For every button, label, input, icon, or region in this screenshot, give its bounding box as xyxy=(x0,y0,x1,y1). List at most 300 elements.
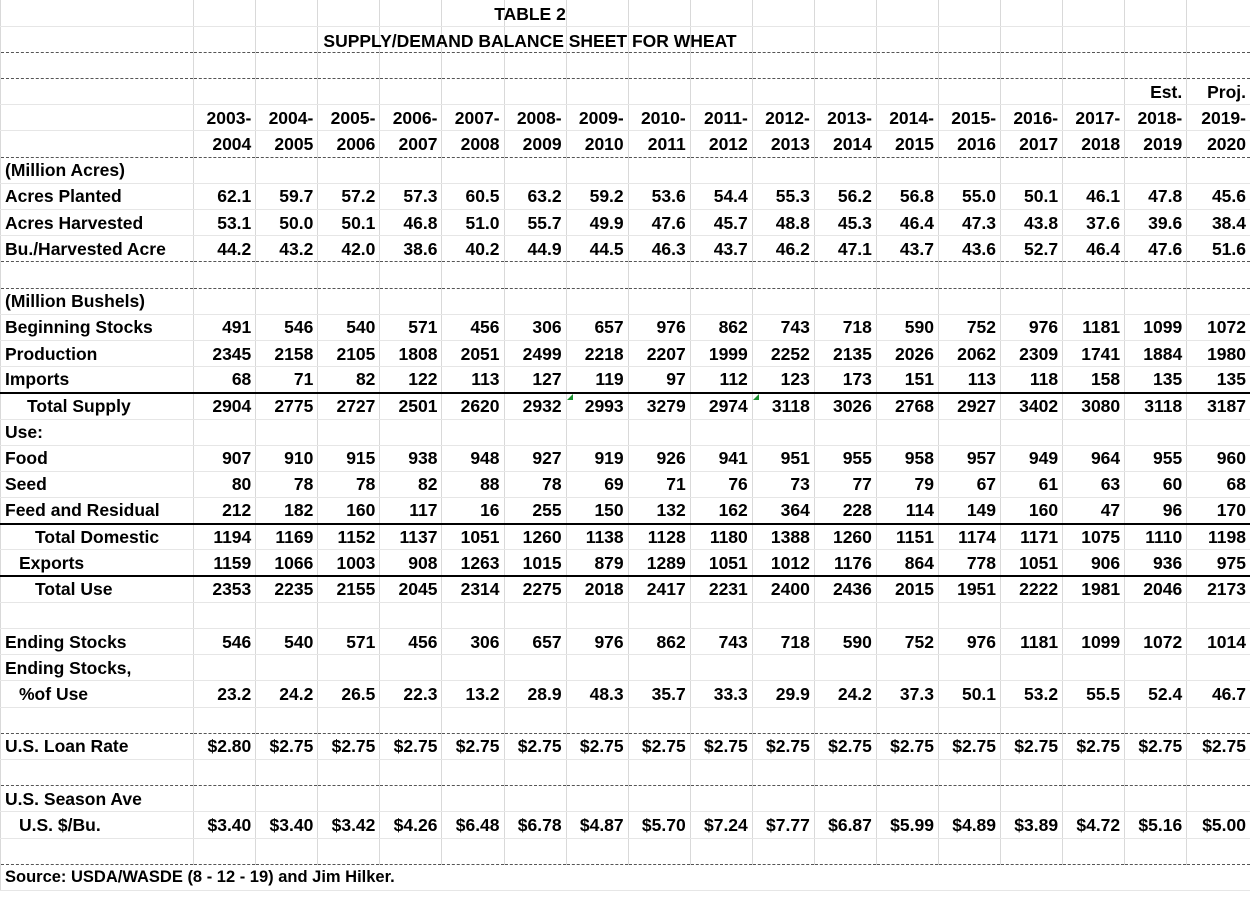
header-year-start-cell[interactable]: 2010- xyxy=(628,105,690,131)
value-cell[interactable]: 24.2 xyxy=(256,681,318,707)
value-cell[interactable]: 1003 xyxy=(318,550,380,576)
value-cell[interactable]: 1012 xyxy=(752,550,814,576)
value-cell[interactable]: 2727 xyxy=(318,393,380,419)
value-cell[interactable]: $2.75 xyxy=(1063,733,1125,759)
header-flag-cell[interactable] xyxy=(504,79,566,105)
value-cell[interactable]: $6.78 xyxy=(504,812,566,838)
empty-cell[interactable] xyxy=(194,655,256,681)
header-year-start-cell[interactable]: 2003- xyxy=(194,105,256,131)
empty-cell[interactable] xyxy=(194,288,256,314)
empty-cell[interactable] xyxy=(752,0,814,26)
empty-cell[interactable] xyxy=(814,52,876,78)
value-cell[interactable]: 1075 xyxy=(1063,524,1125,550)
value-cell[interactable]: 3279 xyxy=(628,393,690,419)
header-flag-cell[interactable] xyxy=(938,79,1000,105)
header-flag-cell[interactable] xyxy=(566,79,628,105)
empty-cell[interactable] xyxy=(938,26,1000,52)
empty-cell[interactable] xyxy=(256,262,318,288)
empty-cell[interactable] xyxy=(504,0,566,26)
value-cell[interactable]: 862 xyxy=(690,314,752,340)
header-flag-cell[interactable]: Proj. xyxy=(1187,79,1250,105)
empty-cell[interactable] xyxy=(1063,52,1125,78)
value-cell[interactable]: 2314 xyxy=(442,576,504,602)
empty-cell[interactable] xyxy=(566,419,628,445)
value-cell[interactable]: 571 xyxy=(318,629,380,655)
empty-cell[interactable] xyxy=(256,759,318,785)
value-cell[interactable]: 1128 xyxy=(628,524,690,550)
value-cell[interactable]: 864 xyxy=(876,550,938,576)
empty-cell[interactable] xyxy=(442,838,504,864)
empty-cell[interactable] xyxy=(690,707,752,733)
row-label-cell[interactable]: (Million Bushels) xyxy=(1,288,194,314)
empty-cell[interactable] xyxy=(1001,26,1063,52)
value-cell[interactable]: 1181 xyxy=(1063,314,1125,340)
header-flag-cell[interactable] xyxy=(442,79,504,105)
empty-cell[interactable] xyxy=(1,131,194,157)
value-cell[interactable]: 46.3 xyxy=(628,236,690,262)
value-cell[interactable]: 927 xyxy=(504,445,566,471)
empty-cell[interactable] xyxy=(690,419,752,445)
empty-cell[interactable] xyxy=(1187,0,1250,26)
empty-cell[interactable] xyxy=(442,0,504,26)
empty-cell[interactable] xyxy=(628,288,690,314)
value-cell[interactable]: 2345 xyxy=(194,340,256,366)
value-cell[interactable]: 364 xyxy=(752,498,814,524)
value-cell[interactable]: 38.4 xyxy=(1187,210,1250,236)
empty-cell[interactable] xyxy=(194,419,256,445)
value-cell[interactable]: 13.2 xyxy=(442,681,504,707)
value-cell[interactable]: 456 xyxy=(380,629,442,655)
value-cell[interactable]: $2.75 xyxy=(1187,733,1250,759)
value-cell[interactable]: 55.7 xyxy=(504,210,566,236)
value-cell[interactable]: 1171 xyxy=(1001,524,1063,550)
value-cell[interactable]: 56.8 xyxy=(876,183,938,209)
value-cell[interactable]: 546 xyxy=(256,314,318,340)
value-cell[interactable]: 170 xyxy=(1187,498,1250,524)
value-cell[interactable]: 1066 xyxy=(256,550,318,576)
value-cell[interactable]: 1194 xyxy=(194,524,256,550)
value-cell[interactable]: 2231 xyxy=(690,576,752,602)
value-cell[interactable]: 919 xyxy=(566,445,628,471)
value-cell[interactable]: 3402 xyxy=(1001,393,1063,419)
value-cell[interactable]: $2.80 xyxy=(194,733,256,759)
value-cell[interactable]: 78 xyxy=(504,471,566,497)
empty-cell[interactable] xyxy=(566,759,628,785)
value-cell[interactable]: 149 xyxy=(938,498,1000,524)
value-cell[interactable]: 50.1 xyxy=(938,681,1000,707)
row-label-cell[interactable]: Ending Stocks xyxy=(1,629,194,655)
value-cell[interactable]: 2158 xyxy=(256,340,318,366)
value-cell[interactable]: 908 xyxy=(380,550,442,576)
value-cell[interactable]: $2.75 xyxy=(1125,733,1187,759)
empty-cell[interactable] xyxy=(194,26,256,52)
empty-cell[interactable] xyxy=(938,786,1000,812)
empty-cell[interactable] xyxy=(876,52,938,78)
value-cell[interactable]: 162 xyxy=(690,498,752,524)
row-label-cell[interactable]: (Million Acres) xyxy=(1,157,194,183)
value-cell[interactable]: 112 xyxy=(690,367,752,393)
row-label-cell[interactable] xyxy=(1,759,194,785)
value-cell[interactable]: 43.7 xyxy=(876,236,938,262)
empty-cell[interactable] xyxy=(442,655,504,681)
row-label-cell[interactable] xyxy=(1,707,194,733)
value-cell[interactable]: 123 xyxy=(752,367,814,393)
value-cell[interactable]: 1884 xyxy=(1125,340,1187,366)
empty-cell[interactable] xyxy=(752,838,814,864)
empty-cell[interactable] xyxy=(380,786,442,812)
header-year-start-cell[interactable]: 2015- xyxy=(938,105,1000,131)
value-cell[interactable]: 1015 xyxy=(504,550,566,576)
value-cell[interactable]: 910 xyxy=(256,445,318,471)
header-year-end-cell[interactable]: 2016 xyxy=(938,131,1000,157)
value-cell[interactable]: 571 xyxy=(380,314,442,340)
empty-cell[interactable] xyxy=(1001,419,1063,445)
value-cell[interactable]: 113 xyxy=(442,367,504,393)
value-cell[interactable]: $4.72 xyxy=(1063,812,1125,838)
empty-cell[interactable] xyxy=(256,838,318,864)
empty-cell[interactable] xyxy=(442,26,504,52)
empty-cell[interactable] xyxy=(1125,759,1187,785)
value-cell[interactable]: 119 xyxy=(566,367,628,393)
value-cell[interactable]: $4.89 xyxy=(938,812,1000,838)
empty-cell[interactable] xyxy=(1063,786,1125,812)
empty-cell[interactable] xyxy=(380,0,442,26)
empty-cell[interactable] xyxy=(256,26,318,52)
value-cell[interactable]: $7.77 xyxy=(752,812,814,838)
value-cell[interactable]: 46.4 xyxy=(1063,236,1125,262)
empty-cell[interactable] xyxy=(194,838,256,864)
empty-cell[interactable] xyxy=(938,262,1000,288)
empty-cell[interactable] xyxy=(814,26,876,52)
header-flag-cell[interactable] xyxy=(380,79,442,105)
header-year-end-cell[interactable]: 2018 xyxy=(1063,131,1125,157)
value-cell[interactable]: 55.3 xyxy=(752,183,814,209)
value-cell[interactable]: 135 xyxy=(1125,367,1187,393)
value-cell[interactable]: 47 xyxy=(1063,498,1125,524)
value-cell[interactable]: 1159 xyxy=(194,550,256,576)
value-cell[interactable]: $2.75 xyxy=(380,733,442,759)
empty-cell[interactable] xyxy=(752,707,814,733)
value-cell[interactable]: 1198 xyxy=(1187,524,1250,550)
value-cell[interactable]: 1981 xyxy=(1063,576,1125,602)
value-cell[interactable]: 743 xyxy=(752,314,814,340)
empty-cell[interactable] xyxy=(876,262,938,288)
value-cell[interactable]: 2436 xyxy=(814,576,876,602)
value-cell[interactable]: 122 xyxy=(380,367,442,393)
empty-cell[interactable] xyxy=(876,838,938,864)
value-cell[interactable]: 941 xyxy=(690,445,752,471)
header-year-end-cell[interactable]: 2010 xyxy=(566,131,628,157)
empty-cell[interactable] xyxy=(1125,26,1187,52)
header-flag-cell[interactable] xyxy=(1001,79,1063,105)
value-cell[interactable]: 53.1 xyxy=(194,210,256,236)
empty-cell[interactable] xyxy=(814,707,876,733)
empty-cell[interactable] xyxy=(752,157,814,183)
row-label-cell[interactable]: Total Use xyxy=(1,576,194,602)
value-cell[interactable]: 1051 xyxy=(690,550,752,576)
value-cell[interactable]: 68 xyxy=(1187,471,1250,497)
value-cell[interactable]: 955 xyxy=(1125,445,1187,471)
value-cell[interactable]: 2018 xyxy=(566,576,628,602)
header-year-start-cell[interactable]: 2014- xyxy=(876,105,938,131)
header-year-end-cell[interactable]: 2015 xyxy=(876,131,938,157)
value-cell[interactable]: 43.8 xyxy=(1001,210,1063,236)
value-cell[interactable]: 33.3 xyxy=(690,681,752,707)
value-cell[interactable]: 718 xyxy=(814,314,876,340)
value-cell[interactable]: 51.0 xyxy=(442,210,504,236)
row-label-cell[interactable]: Total Supply xyxy=(1,393,194,419)
row-label-cell[interactable]: Production xyxy=(1,340,194,366)
empty-cell[interactable] xyxy=(194,0,256,26)
value-cell[interactable]: 82 xyxy=(380,471,442,497)
value-cell[interactable]: 1169 xyxy=(256,524,318,550)
empty-cell[interactable] xyxy=(690,262,752,288)
value-cell[interactable]: 2620 xyxy=(442,393,504,419)
value-cell[interactable]: 43.6 xyxy=(938,236,1000,262)
row-label-cell[interactable] xyxy=(1,838,194,864)
empty-cell[interactable] xyxy=(690,0,752,26)
empty-cell[interactable] xyxy=(194,602,256,628)
empty-cell[interactable] xyxy=(318,419,380,445)
value-cell[interactable]: 47.3 xyxy=(938,210,1000,236)
empty-cell[interactable] xyxy=(318,759,380,785)
value-cell[interactable]: 255 xyxy=(504,498,566,524)
empty-cell[interactable] xyxy=(1187,26,1250,52)
empty-cell[interactable] xyxy=(752,786,814,812)
empty-cell[interactable] xyxy=(1001,262,1063,288)
row-label-cell[interactable] xyxy=(1,262,194,288)
value-cell[interactable]: 1263 xyxy=(442,550,504,576)
empty-cell[interactable] xyxy=(504,786,566,812)
empty-cell[interactable] xyxy=(504,52,566,78)
value-cell[interactable]: 958 xyxy=(876,445,938,471)
empty-cell[interactable] xyxy=(442,288,504,314)
empty-cell[interactable] xyxy=(442,52,504,78)
value-cell[interactable]: 45.6 xyxy=(1187,183,1250,209)
value-cell[interactable]: 1051 xyxy=(442,524,504,550)
value-cell[interactable]: $3.42 xyxy=(318,812,380,838)
empty-cell[interactable] xyxy=(938,52,1000,78)
empty-cell[interactable] xyxy=(318,602,380,628)
value-cell[interactable]: 926 xyxy=(628,445,690,471)
empty-cell[interactable] xyxy=(1187,838,1250,864)
empty-cell[interactable] xyxy=(1001,0,1063,26)
value-cell[interactable]: 37.3 xyxy=(876,681,938,707)
value-cell[interactable]: 2353 xyxy=(194,576,256,602)
empty-cell[interactable] xyxy=(876,786,938,812)
value-cell[interactable]: 24.2 xyxy=(814,681,876,707)
empty-cell[interactable] xyxy=(442,786,504,812)
empty-cell[interactable] xyxy=(566,52,628,78)
value-cell[interactable]: $3.40 xyxy=(256,812,318,838)
header-year-start-cell[interactable]: 2018- xyxy=(1125,105,1187,131)
row-label-cell[interactable]: Acres Planted xyxy=(1,183,194,209)
value-cell[interactable]: 2173 xyxy=(1187,576,1250,602)
empty-cell[interactable] xyxy=(1125,262,1187,288)
value-cell[interactable]: $2.75 xyxy=(876,733,938,759)
empty-cell[interactable] xyxy=(752,759,814,785)
value-cell[interactable]: 118 xyxy=(1001,367,1063,393)
empty-cell[interactable] xyxy=(318,262,380,288)
header-year-end-cell[interactable]: 2007 xyxy=(380,131,442,157)
value-cell[interactable]: $7.24 xyxy=(690,812,752,838)
value-cell[interactable]: 936 xyxy=(1125,550,1187,576)
empty-cell[interactable] xyxy=(690,26,752,52)
value-cell[interactable]: 718 xyxy=(752,629,814,655)
empty-cell[interactable] xyxy=(938,157,1000,183)
value-cell[interactable]: 3187 xyxy=(1187,393,1250,419)
row-label-cell[interactable]: U.S. Loan Rate xyxy=(1,733,194,759)
value-cell[interactable]: 69 xyxy=(566,471,628,497)
value-cell[interactable]: 2222 xyxy=(1001,576,1063,602)
row-label-cell[interactable]: Feed and Residual xyxy=(1,498,194,524)
empty-cell[interactable] xyxy=(690,786,752,812)
value-cell[interactable]: 60.5 xyxy=(442,183,504,209)
value-cell[interactable]: 117 xyxy=(380,498,442,524)
value-cell[interactable]: 55.0 xyxy=(938,183,1000,209)
value-cell[interactable]: 57.2 xyxy=(318,183,380,209)
value-cell[interactable]: 2993 xyxy=(566,393,628,419)
value-cell[interactable]: 957 xyxy=(938,445,1000,471)
header-year-start-cell[interactable]: 2016- xyxy=(1001,105,1063,131)
empty-cell[interactable] xyxy=(752,419,814,445)
empty-cell[interactable] xyxy=(814,0,876,26)
value-cell[interactable]: $2.75 xyxy=(814,733,876,759)
value-cell[interactable]: 78 xyxy=(256,471,318,497)
value-cell[interactable]: 68 xyxy=(194,367,256,393)
value-cell[interactable]: 47.8 xyxy=(1125,183,1187,209)
empty-cell[interactable] xyxy=(876,0,938,26)
header-flag-cell[interactable] xyxy=(876,79,938,105)
value-cell[interactable]: 56.2 xyxy=(814,183,876,209)
value-cell[interactable]: 73 xyxy=(752,471,814,497)
value-cell[interactable]: 47.1 xyxy=(814,236,876,262)
value-cell[interactable]: 160 xyxy=(1001,498,1063,524)
value-cell[interactable]: 2051 xyxy=(442,340,504,366)
empty-cell[interactable] xyxy=(442,419,504,445)
value-cell[interactable]: 113 xyxy=(938,367,1000,393)
empty-cell[interactable] xyxy=(504,26,566,52)
row-label-cell[interactable]: Ending Stocks, xyxy=(1,655,194,681)
value-cell[interactable]: 212 xyxy=(194,498,256,524)
header-flag-cell[interactable] xyxy=(318,79,380,105)
header-year-end-cell[interactable]: 2020 xyxy=(1187,131,1250,157)
value-cell[interactable]: 62.1 xyxy=(194,183,256,209)
empty-cell[interactable] xyxy=(814,419,876,445)
value-cell[interactable]: 42.0 xyxy=(318,236,380,262)
row-label-cell[interactable]: U.S. Season Ave xyxy=(1,786,194,812)
empty-cell[interactable] xyxy=(566,26,628,52)
header-year-start-cell[interactable]: 2011- xyxy=(690,105,752,131)
value-cell[interactable]: 1137 xyxy=(380,524,442,550)
empty-cell[interactable] xyxy=(380,759,442,785)
empty-cell[interactable] xyxy=(256,157,318,183)
empty-cell[interactable] xyxy=(938,288,1000,314)
value-cell[interactable]: 1072 xyxy=(1187,314,1250,340)
empty-cell[interactable] xyxy=(1187,707,1250,733)
empty-cell[interactable] xyxy=(628,26,690,52)
value-cell[interactable]: 976 xyxy=(1001,314,1063,340)
header-flag-cell[interactable]: Est. xyxy=(1125,79,1187,105)
value-cell[interactable]: 52.4 xyxy=(1125,681,1187,707)
value-cell[interactable]: 97 xyxy=(628,367,690,393)
empty-cell[interactable] xyxy=(1063,838,1125,864)
empty-cell[interactable] xyxy=(1,0,194,26)
value-cell[interactable]: 1180 xyxy=(690,524,752,550)
empty-cell[interactable] xyxy=(628,838,690,864)
empty-cell[interactable] xyxy=(318,707,380,733)
value-cell[interactable]: 590 xyxy=(876,314,938,340)
value-cell[interactable]: 132 xyxy=(628,498,690,524)
value-cell[interactable]: 879 xyxy=(566,550,628,576)
value-cell[interactable]: 2904 xyxy=(194,393,256,419)
empty-cell[interactable] xyxy=(1187,602,1250,628)
value-cell[interactable]: $2.75 xyxy=(504,733,566,759)
empty-cell[interactable] xyxy=(1125,602,1187,628)
empty-cell[interactable] xyxy=(876,157,938,183)
empty-cell[interactable] xyxy=(318,52,380,78)
value-cell[interactable]: 951 xyxy=(752,445,814,471)
empty-cell[interactable] xyxy=(1001,655,1063,681)
empty-cell[interactable] xyxy=(628,602,690,628)
empty-cell[interactable] xyxy=(194,262,256,288)
header-year-end-cell[interactable]: 2004 xyxy=(194,131,256,157)
empty-cell[interactable] xyxy=(1063,157,1125,183)
header-flag-cell[interactable] xyxy=(256,79,318,105)
empty-cell[interactable] xyxy=(194,786,256,812)
empty-cell[interactable] xyxy=(938,759,1000,785)
empty-cell[interactable] xyxy=(628,0,690,26)
empty-cell[interactable] xyxy=(1125,786,1187,812)
value-cell[interactable]: $5.00 xyxy=(1187,812,1250,838)
empty-cell[interactable] xyxy=(814,786,876,812)
value-cell[interactable]: 151 xyxy=(876,367,938,393)
value-cell[interactable]: 228 xyxy=(814,498,876,524)
empty-cell[interactable] xyxy=(1001,52,1063,78)
empty-cell[interactable] xyxy=(1187,157,1250,183)
value-cell[interactable]: 2974 xyxy=(690,393,752,419)
value-cell[interactable]: 2155 xyxy=(318,576,380,602)
empty-cell[interactable] xyxy=(876,26,938,52)
empty-cell[interactable] xyxy=(566,838,628,864)
empty-cell[interactable] xyxy=(1125,0,1187,26)
value-cell[interactable]: 1181 xyxy=(1001,629,1063,655)
value-cell[interactable]: 2026 xyxy=(876,340,938,366)
empty-cell[interactable] xyxy=(318,838,380,864)
value-cell[interactable]: 540 xyxy=(256,629,318,655)
value-cell[interactable]: 158 xyxy=(1063,367,1125,393)
value-cell[interactable]: 1151 xyxy=(876,524,938,550)
value-cell[interactable]: 778 xyxy=(938,550,1000,576)
value-cell[interactable]: 306 xyxy=(504,314,566,340)
value-cell[interactable]: 79 xyxy=(876,471,938,497)
value-cell[interactable]: 862 xyxy=(628,629,690,655)
header-year-end-cell[interactable]: 2009 xyxy=(504,131,566,157)
header-year-end-cell[interactable]: 2011 xyxy=(628,131,690,157)
empty-cell[interactable] xyxy=(814,262,876,288)
empty-cell[interactable] xyxy=(566,262,628,288)
empty-cell[interactable] xyxy=(938,707,1000,733)
value-cell[interactable]: 53.6 xyxy=(628,183,690,209)
value-cell[interactable]: 96 xyxy=(1125,498,1187,524)
empty-cell[interactable] xyxy=(1187,419,1250,445)
row-label-cell[interactable]: Beginning Stocks xyxy=(1,314,194,340)
value-cell[interactable]: 752 xyxy=(876,629,938,655)
empty-cell[interactable] xyxy=(380,262,442,288)
row-label-cell[interactable]: Imports xyxy=(1,367,194,393)
empty-cell[interactable] xyxy=(504,157,566,183)
empty-cell[interactable] xyxy=(628,157,690,183)
